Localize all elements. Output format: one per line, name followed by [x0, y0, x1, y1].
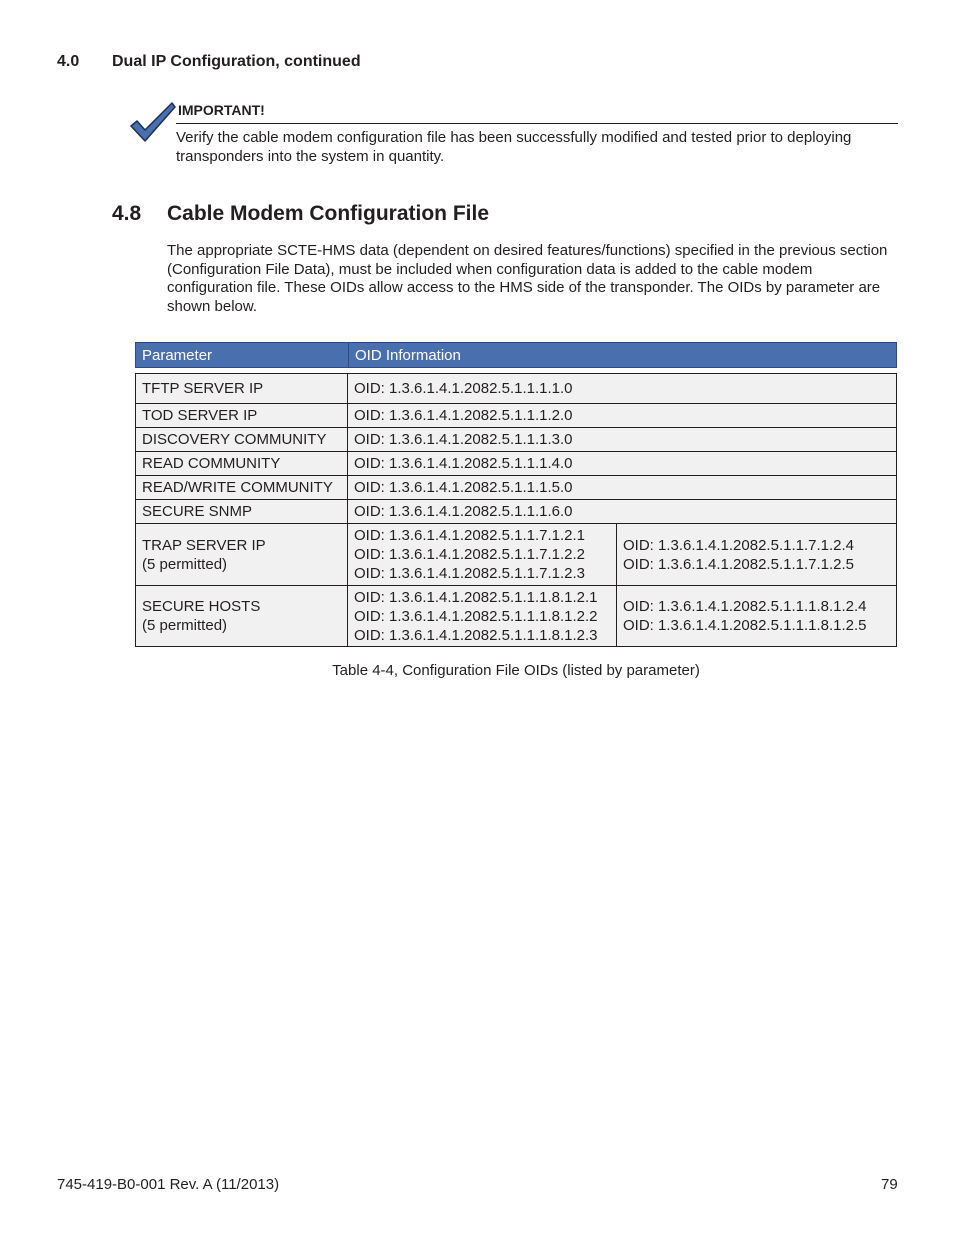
- table-row: [136, 452, 897, 476]
- footer-page-number: 79: [881, 1176, 898, 1193]
- section-header-number: 4.0: [57, 53, 80, 70]
- oid-line: OID: 1.3.6.1.4.1.2082.5.1.1.1.8.1.2.5: [623, 617, 867, 634]
- section-header-title: Dual IP Configuration, continued: [112, 53, 361, 70]
- oid-cell: [348, 524, 617, 586]
- section-title: [112, 202, 489, 226]
- table-row: [136, 428, 897, 452]
- important-title: IMPORTANT!: [178, 102, 265, 118]
- oid-line: OID: 1.3.6.1.4.1.2082.5.1.1.1.8.1.2.4: [623, 598, 867, 615]
- param-name: SECURE HOSTS: [142, 598, 261, 615]
- table-row: [136, 586, 897, 647]
- oid-line: OID: 1.3.6.1.4.1.2082.5.1.1.1.8.1.2.1: [354, 588, 598, 606]
- oid-cell: OID: 1.3.6.1.4.1.2082.5.1.1.1.5.0: [348, 476, 897, 500]
- param-cell: SECURE SNMP: [136, 500, 348, 524]
- table-row: [136, 500, 897, 524]
- table-row: [136, 476, 897, 500]
- column-header-parameter: Parameter: [136, 343, 349, 368]
- oid-table-header: [135, 342, 897, 368]
- important-text: Verify the cable modem configuration file has been successfully modified and tested prior to deploying transponders into the system in quantity.: [176, 129, 852, 165]
- param-note: (5 permitted): [142, 555, 228, 573]
- section-number: 4.8: [112, 202, 142, 225]
- oid-line: OID: 1.3.6.1.4.1.2082.5.1.1.7.1.2.4: [623, 536, 854, 554]
- section-body: The appropriate SCTE-HMS data (dependent on desired features/functions) specified in the previous section (Configuration File Data), must be included when configuration data is added to the cable modem configuration file. These OIDs allow access to the HMS side of the transponder. The OIDs by parameter are shown below.: [167, 242, 888, 316]
- param-name: TRAP SERVER IP: [142, 536, 266, 554]
- param-cell: DISCOVERY COMMUNITY: [136, 428, 348, 452]
- important-divider: [176, 123, 898, 124]
- table-row: [136, 524, 897, 586]
- param-note: (5 permitted): [142, 617, 228, 634]
- table-row: [136, 404, 897, 428]
- oid-cell: [348, 586, 617, 647]
- oid-line: OID: 1.3.6.1.4.1.2082.5.1.1.7.1.2.1: [354, 527, 585, 544]
- oid-line: OID: 1.3.6.1.4.1.2082.5.1.1.7.1.2.5: [623, 555, 854, 573]
- oid-cell: OID: 1.3.6.1.4.1.2082.5.1.1.1.4.0: [348, 452, 897, 476]
- footer-doc-number: 745-419-B0-001 Rev. A (11/2013): [57, 1176, 280, 1193]
- oid-cell: OID: 1.3.6.1.4.1.2082.5.1.1.1.3.0: [348, 428, 897, 452]
- oid-cell: [617, 524, 897, 586]
- param-cell: [136, 586, 348, 647]
- oid-line: OID: 1.3.6.1.4.1.2082.5.1.1.7.1.2.2: [354, 546, 585, 563]
- oid-table: [135, 373, 897, 647]
- checkmark-icon: [128, 100, 176, 144]
- oid-cell: [617, 586, 897, 647]
- oid-line: OID: 1.3.6.1.4.1.2082.5.1.1.1.8.1.2.2: [354, 607, 598, 625]
- section-title-text: Cable Modem Configuration File: [167, 202, 490, 225]
- param-cell: TOD SERVER IP: [136, 404, 348, 428]
- column-header-oid: OID Information: [349, 343, 897, 368]
- oid-cell: OID: 1.3.6.1.4.1.2082.5.1.1.1.6.0: [348, 500, 897, 524]
- param-cell: TFTP SERVER IP: [136, 374, 348, 404]
- table-caption: Table 4-4, Configuration File OIDs (listed by parameter): [332, 662, 700, 679]
- oid-cell: OID: 1.3.6.1.4.1.2082.5.1.1.1.1.0: [348, 374, 897, 404]
- oid-line: OID: 1.3.6.1.4.1.2082.5.1.1.1.8.1.2.3: [354, 626, 598, 644]
- section-header: [57, 53, 361, 71]
- oid-cell: OID: 1.3.6.1.4.1.2082.5.1.1.1.2.0: [348, 404, 897, 428]
- param-cell: [136, 524, 348, 586]
- table-row: [136, 374, 897, 404]
- param-cell: READ COMMUNITY: [136, 452, 348, 476]
- param-cell: READ/WRITE COMMUNITY: [136, 476, 348, 500]
- oid-line: OID: 1.3.6.1.4.1.2082.5.1.1.7.1.2.3: [354, 565, 585, 582]
